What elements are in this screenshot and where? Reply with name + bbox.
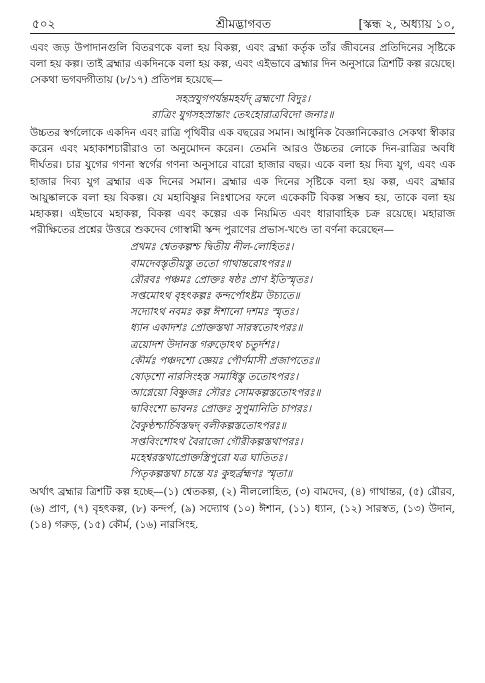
verse-line: দ্বাবিংশো ভাবনঃ প্রোক্তঃ সুপুমানিতি চাপরঃ।	[130, 403, 312, 416]
verse-line: আগ্নেয়ো বিষ্ণুজঃ সৌরঃ সোমকল্পস্ততোঽপরঃ॥	[130, 387, 321, 400]
verse-line: কৌর্মঃ পঞ্চদশো জ্ঞেয়ঃ পৌর্ণমাসী প্রজাপতেঃ॥	[130, 354, 320, 367]
closing-paragraph: অর্থাৎ ব্রহ্মার ত্রিশটি কল্প হচ্ছে—(১) শ্বেতকল্প, (২) নীললোহিত, (৩) বামদেব, (৪) গাথান্তর, (৫) রৌরব, (৬) প্রাণ, (৭) বৃহৎকল্প, (৮) কন্দর্প, (৯) সদ্যোথ (১০) ঈশান, (১১) ধ্যান, (১২) সারস্বত, (১৩) উদান, (১৪) গরুড়, (১৫) কৌর্ম, (১৬) নারসিংহ.	[30, 486, 455, 531]
gita-verse-line: সহস্রযুগপর্যন্তমহর্যদ্ ব্রহ্মণো বিদুঃ।	[174, 92, 311, 105]
verse-line: প্রথমঃ শ্বেতকল্পশ্চ দ্বিতীয় নীল-লোহিতঃ।	[130, 241, 294, 254]
verse-line: পিতৃকল্পস্তথা চান্তে যঃ কুহুর্ব্রহ্মণঃ স্মৃতা॥	[130, 468, 293, 481]
gita-verse	[30, 91, 455, 123]
verse-line: বৈকুণ্ঠশ্চার্চিষস্তদ্বদ্ বলীকল্পস্ততোঽপরঃ॥	[130, 419, 286, 432]
verse-line: সদ্যোঽথ নবমঃ কল্প ঈশানো দশমঃ স্মৃতঃ।	[130, 306, 299, 319]
verse-line: সপ্তবিংশোঽথ বৈরাজো গৌরীকল্পস্তথাপরঃ।	[130, 435, 303, 448]
verse-line: বামদেবস্তৃতীয়স্তু ততো গাথান্তরোঽপরঃ॥	[130, 257, 291, 270]
verse-line: মহেশ্বরস্তথাপ্রোক্তস্ত্রিপুরো যত্র ঘাতিতঃ।	[130, 452, 287, 465]
verse-line: সপ্তমোঽথ বৃহৎকল্পঃ কন্দর্পোঽষ্টম উচ্যতে॥	[130, 290, 300, 303]
intro-paragraph: এবং জড় উপাদানগুলি বিতরণকে বলা হয় বিকল্প, এবং ব্রহ্মা কর্তৃক তাঁর জীবনের প্রতিদিনের সৃষ্টিকে বলা হয় কল্প। তাই ব্রহ্মার একদিনকে বলা হয় কল্প, এবং এইভাবে ব্রহ্মার দিন অনুসারে ত্রিশটি কল্প রয়েছে। সেকথা ভগবদ্গীতায় (৮/১৭) প্রতিপন্ন হয়েছে—	[30, 42, 455, 87]
page-number: ৫০২	[32, 17, 56, 31]
page-body	[30, 40, 455, 533]
page-header	[32, 14, 455, 34]
verse-line: ষোড়শো নারসিংহস্ত সমাধিস্তু ততোঽপরঃ।	[130, 371, 299, 384]
section-reference: [স্কন্ধ ২, অধ্যায় ১০,	[358, 17, 455, 31]
header-rule	[30, 33, 455, 34]
verse-line: রৌরবঃ পঞ্চমঃ প্রোক্তঃ ষষ্ঠঃ প্রাণ ইতিস্মৃতঃ।	[130, 273, 313, 286]
middle-paragraph: উচ্চতর স্বর্গলোকে একদিন এবং রাত্রি পৃথিবীর এক বছরের সমান। আধুনিক বৈজ্ঞানিকেরাও সেকথা স্বীকার করেন এবং মহাকাশচারীরাও তা অনুমোদন করেন। তেমনি আরও উচ্চতর লোকে দিন-রাত্রির অবধি দীর্ঘতর। চার যুগের গণনা স্বর্গের গণনা অনুসারে বারো হাজার বছর। একে বলা হয় দিব্য যুগ, এবং এক হাজার দিব্য যুগ ব্রহ্মার এক দিনের সমান। ব্রহ্মার এক দিনের সৃষ্টিকে বলা হয় কল্প, এবং ব্রহ্মার আয়ুষ্কালকে বলা হয় বিকল্প। যে মহাবিষ্ণুর নিঃশ্বাসের ফলে একেকটি বিকল্প সম্ভব হয়, তাকে বলা হয় মহাকল্প। এইভাবে মহাকল্প, বিকল্প এবং কল্পের এক নিয়মিত এবং ধারাবাহিক চক্র রয়েছে। মহারাজ পরীক্ষিতের প্রশ্নের উত্তরে শুকদেব গোস্বামী স্কন্দ পুরাণের প্রভাস-খণ্ডে তা বর্ণনা করেছেন—	[30, 127, 455, 237]
running-title: শ্রীমদ্ভাগবত	[215, 17, 271, 31]
purana-verses	[30, 239, 455, 482]
verse-line: ধ্যান একাদশঃ প্রোক্তস্তথা সারস্বতোঽপরঃ॥	[130, 322, 303, 335]
gita-verse-line: রাত্রিং যুগসহস্রান্তাং তেঽহোরাত্রবিদো জনাঃ॥	[151, 108, 334, 121]
verse-line: ত্রয়োদশ উদানস্ত গরুড়োঽথ চতুর্দশঃ।	[130, 338, 279, 351]
